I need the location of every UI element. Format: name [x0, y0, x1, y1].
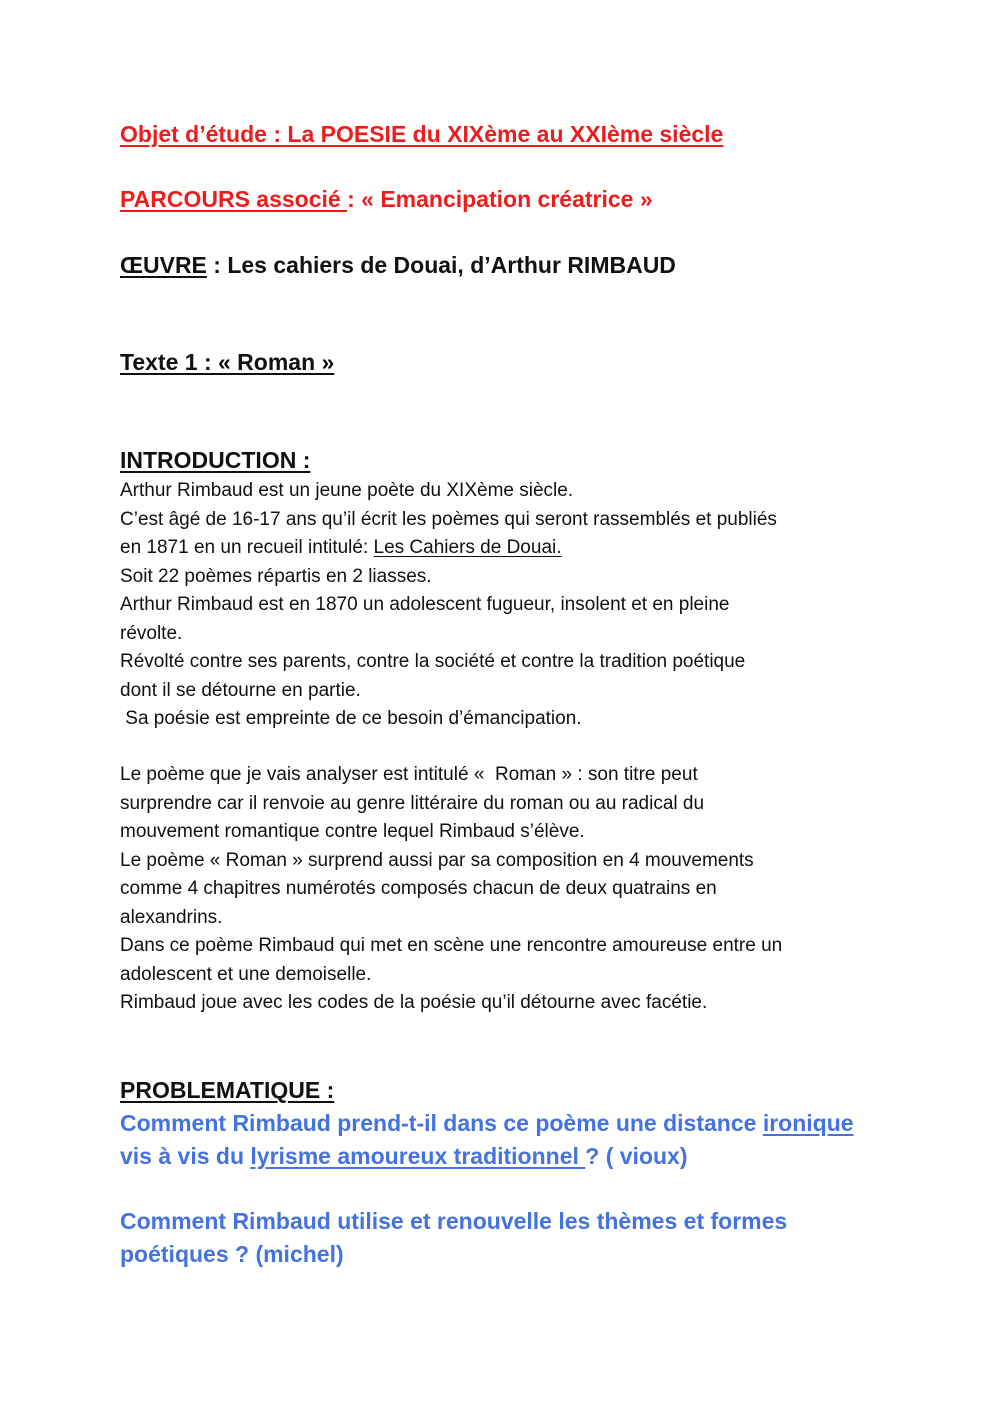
analysis-line: alexandrins.	[120, 906, 223, 928]
objet-sep: :	[266, 121, 288, 147]
intro-line	[120, 563, 880, 592]
intro-line: Arthur Rimbaud est un jeune poète du XIXème siècle.	[120, 480, 574, 501]
question-line: poétiques ? (michel)	[120, 1241, 344, 1267]
oeuvre-heading	[120, 250, 676, 280]
problem-question-1	[120, 1107, 900, 1173]
intro-line	[120, 534, 880, 563]
question-line	[120, 1107, 900, 1140]
parcours-sep: :	[347, 186, 362, 212]
question-keyword: ironique	[762, 1110, 854, 1136]
intro-line-text: Soit 22 poèmes répartis en 2 liasses.	[120, 565, 432, 587]
introduction-paragraph	[120, 477, 880, 734]
problematique-heading	[120, 1075, 334, 1105]
intro-line: C’est âgé de 16-17 ans qu’il écrit les poèmes qui seront rassemblés et publiés	[120, 508, 777, 530]
objet-label: Objet d’étude	[120, 121, 267, 147]
analysis-line: mouvement romantique contre lequel Rimbaud s’élève.	[120, 821, 585, 842]
analysis-line: adolescent et une demoiselle.	[120, 963, 372, 985]
intro-line-text: en 1871 en un recueil intitulé:	[120, 537, 374, 558]
analysis-paragraph	[120, 761, 880, 1018]
oeuvre-value: : Les cahiers de Douai, d’Arthur RIMBAUD	[206, 252, 676, 278]
question-line	[120, 1140, 900, 1173]
intro-line: Révolté contre ses parents, contre la société et contre la tradition poétique	[120, 651, 746, 672]
question-keyword: lyrisme amoureux traditionnel	[250, 1143, 586, 1169]
objet-heading	[120, 119, 723, 149]
problem-question-2	[120, 1205, 900, 1271]
parcours-label: PARCOURS associé	[120, 186, 348, 212]
objet-value: La POESIE du XIXème au XXIème siècle	[287, 121, 724, 147]
book-title: Les Cahiers de Douai.	[373, 537, 562, 558]
introduction-heading	[120, 445, 310, 475]
analysis-line: Le poème « Roman » surprend aussi par sa composition en 4 mouvements	[120, 849, 754, 871]
parcours-heading	[120, 184, 653, 214]
analysis-line: Le poème que je vais analyser est intitulé « Roman » : son titre peut	[120, 764, 698, 785]
intro-line: Arthur Rimbaud est en 1870 un adolescent fugueur, insolent et en pleine	[120, 594, 730, 615]
analysis-line: surprendre car il renvoie au genre littéraire du roman ou au radical du	[120, 792, 705, 814]
analysis-line: Dans ce poème Rimbaud qui met en scène une rencontre amoureuse entre un	[120, 935, 783, 956]
intro-line: Sa poésie est empreinte de ce besoin d’émancipation.	[120, 708, 582, 729]
analysis-line: Rimbaud joue avec les codes de la poésie qu’il détourne avec facétie.	[120, 992, 708, 1013]
problematique-title: PROBLEMATIQUE :	[120, 1077, 335, 1103]
intro-line: dont il se détourne en partie.	[120, 679, 361, 701]
question-line: Comment Rimbaud utilise et renouvelle les thèmes et formes	[120, 1208, 788, 1234]
parcours-value: « Emancipation créatrice »	[361, 186, 653, 212]
introduction-title: INTRODUCTION :	[120, 447, 311, 473]
question-text: vis à vis du	[120, 1143, 251, 1169]
oeuvre-label: ŒUVRE	[120, 252, 207, 278]
texte-heading	[120, 347, 334, 377]
question-text: ? ( vioux)	[585, 1143, 688, 1169]
intro-line: révolte.	[120, 622, 183, 644]
question-text: Comment Rimbaud prend-t-il dans ce poème une distance	[120, 1110, 763, 1136]
texte-title: Texte 1 : « Roman »	[120, 349, 335, 375]
analysis-line: comme 4 chapitres numérotés composés chacun de deux quatrains en	[120, 878, 717, 899]
